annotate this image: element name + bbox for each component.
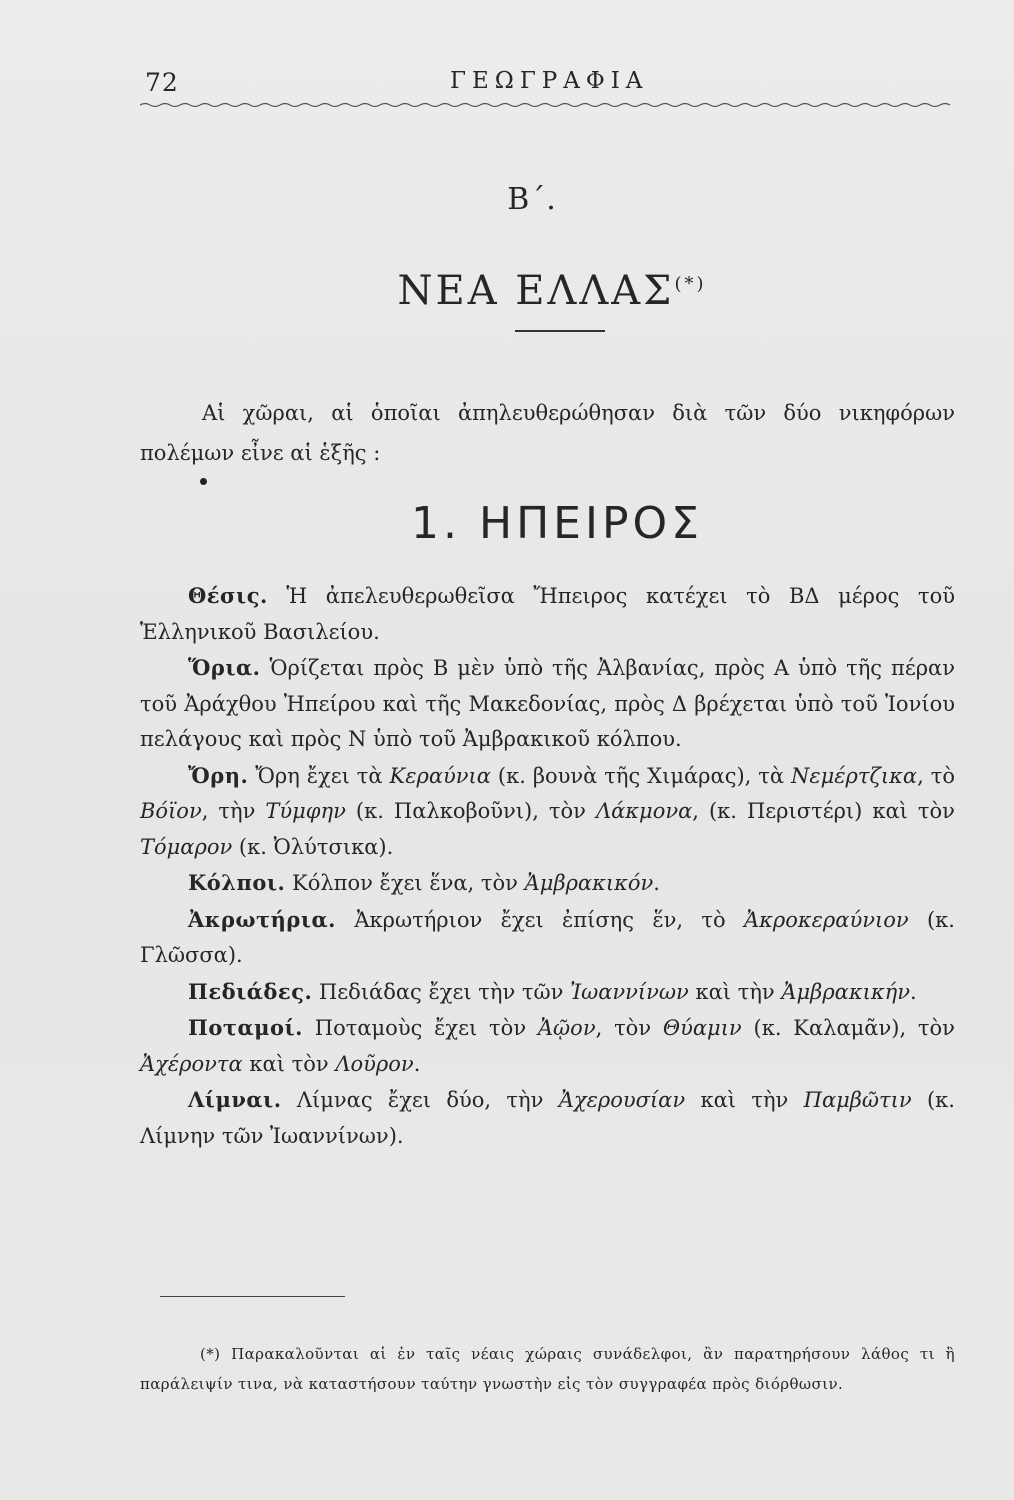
entry-text: Λίμνας ἔχει δύο, τὴν <box>296 1088 544 1112</box>
entry-potamoi <box>140 1010 955 1082</box>
entry-text: , (κ. Περιστέρι) καὶ τὸν <box>692 799 955 823</box>
place-name: Ἀμβρακικόν <box>524 871 654 895</box>
entry-text: , τὴν <box>201 799 256 823</box>
entry-text: καὶ τὴν <box>695 979 775 1004</box>
bullet-dot <box>200 478 207 485</box>
part-label: Β΄. <box>507 182 557 217</box>
place-name: Βόϊον <box>140 799 202 823</box>
entry-text: , τὸν <box>595 1016 652 1040</box>
footnote-divider <box>160 1296 345 1297</box>
entry-thesis <box>140 578 955 650</box>
entry-text: Ὁρίζεται πρὸς Β μὲν ὑπὸ τῆς Ἀλβανίας, πρὸς Α ὑπὸ τῆς πέραν τοῦ Ἀράχθου Ἠπείρου καὶ τῆς Μακεδονίας, πρὸς Δ βρέχεται ὑπὸ τοῦ Ἰονίου πελάγους καὶ πρὸς Ν ὑπὸ τοῦ Ἀμβρακικοῦ κόλπου. <box>140 656 955 751</box>
entry-label: Ποταμοί. <box>188 1015 303 1040</box>
place-name: Παμβῶτιν <box>803 1088 912 1112</box>
title-underline <box>515 330 605 332</box>
entry-ori <box>140 758 955 866</box>
entry-text: (κ. Ὀλύτσικα). <box>238 834 394 859</box>
entry-label: Ὅρια. <box>188 655 261 680</box>
main-title-text: ΝΕΑ ΕΛΛΑΣ <box>397 268 675 314</box>
place-name: Ἀκροκεραύνιον <box>743 907 909 932</box>
entry-text: Κόλπον ἔχει ἕνα, τὸν <box>292 871 518 895</box>
place-name: Κεραύνια <box>389 763 491 788</box>
place-name: Ἀχερουσίαν <box>558 1088 686 1112</box>
running-title: ΓΕΩΓΡΑΦΙΑ <box>450 68 649 94</box>
entry-label: Ἀκρωτήρια. <box>188 906 336 932</box>
place-name: Λοῦρον <box>335 1051 414 1076</box>
intro-paragraph: Αἱ χῶραι, αἱ ὁποῖαι ἀπηλευθερώθησαν διὰ τῶν δύο νικηφόρων πολέμων εἶνε αἱ ἑξῆς : <box>140 401 955 465</box>
entry-text: (κ. Γλῶσσα). <box>140 907 955 967</box>
entry-label: Λίμναι. <box>188 1087 282 1112</box>
footnote: (*) Παρακαλοῦνται αἱ ἐν ταῖς νέαις χώραις συνάδελφοι, ἂν παρατηρήσουν λάθος τι ἢ παράλειψίν τινα, νὰ καταστήσουν ταύτην γνωστὴν εἰς τὸν συγγραφέα πρὸς διόρθωσιν. <box>140 1345 955 1393</box>
entry-text: (κ. Λίμνην τῶν Ἰωαννίνων). <box>140 1088 955 1148</box>
entry-text: . <box>413 1051 421 1076</box>
entry-text: (κ. Παλκοβοῦνι), τὸν <box>355 799 586 823</box>
entries-list <box>140 578 955 1154</box>
place-name: Θύαμιν <box>662 1016 742 1040</box>
place-name: Τύμφην <box>265 799 346 823</box>
entry-limnai <box>140 1082 955 1154</box>
place-name: Λάκμονα <box>595 799 693 823</box>
entry-text: καὶ τὸν <box>249 1051 329 1076</box>
place-name: Ἀμβρακικήν <box>781 979 910 1004</box>
place-name: Τόμαρον <box>140 834 233 859</box>
entry-label: Πεδιάδες. <box>188 978 313 1004</box>
entry-text: . <box>653 871 660 895</box>
place-name: Νεμέρτζικα <box>791 763 918 788</box>
entry-akrotiria <box>140 902 955 974</box>
header-wavy-rule <box>140 102 950 108</box>
place-name: Ἀῷον <box>537 1016 596 1040</box>
entry-text: Ποταμοὺς ἔχει τὸν <box>314 1016 527 1040</box>
entry-text: (κ. βουνὰ τῆς Χιμάρας), τὰ <box>497 763 785 788</box>
place-name: Ἰωαννίνων <box>570 979 689 1004</box>
entry-pediades <box>140 974 955 1011</box>
entry-label: Ὄρη. <box>188 762 249 788</box>
entry-oria <box>140 650 955 758</box>
entry-kolpoi <box>140 865 955 902</box>
entry-text: Ἀκρωτήριον ἔχει ἐπίσης ἕν, τὸ <box>354 907 726 932</box>
entry-text: Πεδιάδας ἔχει τὴν τῶν <box>318 979 564 1004</box>
entry-label: Κόλποι. <box>188 870 286 895</box>
page-header <box>140 68 950 108</box>
entry-text: Ὄρη ἔχει τὰ <box>255 763 383 788</box>
entry-label: Θέσις. <box>188 583 268 608</box>
entry-text: (κ. Καλαμᾶν), τὸν <box>753 1016 955 1040</box>
entry-text: Ἡ ἀπελευθερωθεῖσα Ἤπειρος κατέχει τὸ ΒΔ μέρος τοῦ Ἑλληνικοῦ Βασιλείου. <box>140 584 955 644</box>
place-name: Ἀχέροντα <box>140 1051 243 1076</box>
entry-text: καὶ τὴν <box>700 1088 789 1112</box>
page-number: 72 <box>145 68 179 97</box>
entry-text: , τὸ <box>917 763 955 788</box>
footnote-reference-mark: (*) <box>674 273 707 295</box>
section-title: 1. ΗΠΕΙΡΟΣ <box>411 498 703 549</box>
main-title <box>0 268 1014 314</box>
entry-text: . <box>909 979 917 1004</box>
